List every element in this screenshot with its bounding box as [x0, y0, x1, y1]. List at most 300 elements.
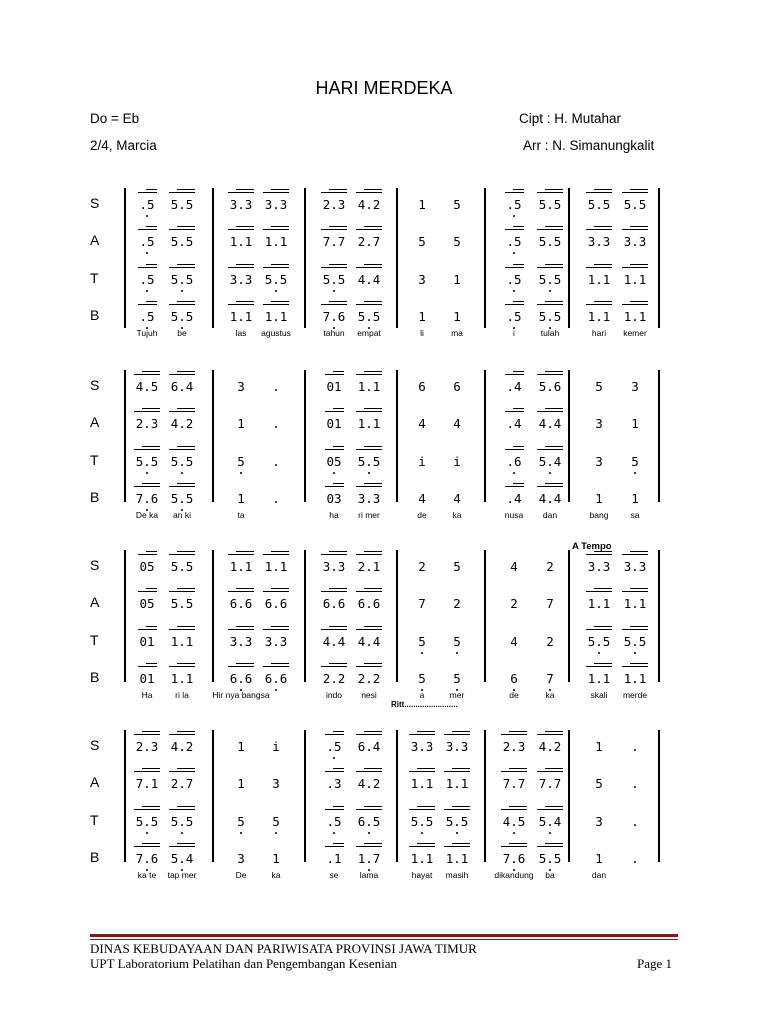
- lyric-syllable: nesi: [361, 690, 377, 700]
- beam-line: [142, 371, 161, 372]
- octave-dot: [598, 652, 600, 654]
- beam-line: [505, 267, 524, 268]
- note-text: 6: [453, 379, 461, 394]
- beam-line: [452, 731, 471, 732]
- beam-line: [509, 806, 528, 807]
- barline: [484, 730, 486, 862]
- beam-line: [177, 731, 196, 732]
- beam-line: [452, 768, 471, 769]
- note-text: 6.6: [264, 596, 288, 611]
- beam-line: [142, 768, 161, 769]
- beam-line: [364, 483, 383, 484]
- beam-line: [364, 663, 383, 664]
- beam-line: [236, 301, 255, 302]
- note-text: 5: [453, 559, 461, 574]
- beam-line: [409, 734, 436, 735]
- note-text: 1.1: [264, 559, 288, 574]
- beam-line: [356, 411, 383, 412]
- note-text: .: [272, 491, 280, 506]
- note-text: 5: [418, 234, 426, 249]
- note-text: 1.1: [264, 309, 288, 324]
- note-text: 6.6: [229, 671, 253, 686]
- beam-line: [321, 629, 348, 630]
- beam-line: [325, 486, 344, 487]
- beam-line: [263, 304, 290, 305]
- footer-unit: UPT Laboratorium Pelatihan dan Pengembangan Kesenian: [90, 956, 397, 971]
- beam-line: [169, 734, 196, 735]
- beam-line: [444, 734, 471, 735]
- beam-line: [333, 408, 344, 409]
- beam-line: [329, 301, 348, 302]
- note-text: 5.5: [264, 272, 288, 287]
- beam-line: [263, 267, 290, 268]
- barline: [396, 188, 398, 328]
- note-text: 5.5: [587, 634, 611, 649]
- barline: [304, 550, 306, 682]
- note-text: 4.2: [170, 416, 194, 431]
- octave-dot: [240, 832, 242, 834]
- beam-line: [329, 663, 348, 664]
- note-text: 1.1: [587, 309, 611, 324]
- beam-line: [228, 554, 255, 555]
- note-text: 5.5: [322, 272, 346, 287]
- note-text: 5.5: [357, 454, 381, 469]
- beam-line: [177, 189, 196, 190]
- note-text: .5: [506, 234, 522, 249]
- note-text: 1: [631, 416, 639, 431]
- beam-line: [325, 809, 344, 810]
- note-text: 01: [139, 671, 155, 686]
- footer-rule-thin: [90, 939, 678, 940]
- beam-line: [271, 626, 290, 627]
- note-text: 4: [453, 416, 461, 431]
- beam-line: [146, 189, 157, 190]
- beam-line: [630, 551, 649, 552]
- beam-line: [537, 374, 564, 375]
- note-text: 6: [510, 671, 518, 686]
- lyric-syllable: ba: [545, 870, 555, 880]
- lyric-syllable: de: [509, 690, 519, 700]
- beam-line: [356, 192, 383, 193]
- lyric-syllable: tahun: [323, 328, 345, 338]
- note-text: 1.1: [357, 379, 381, 394]
- note-text: 2.3: [322, 197, 346, 212]
- beam-line: [537, 192, 564, 193]
- beam-line: [505, 304, 524, 305]
- note-text: 6.6: [357, 596, 381, 611]
- tempo-marking: A Tempo: [572, 541, 612, 552]
- beam-line: [177, 446, 196, 447]
- note-text: 1: [237, 739, 245, 754]
- note-text: 5.5: [170, 272, 194, 287]
- note-text: 3.3: [322, 559, 346, 574]
- note-text: .: [631, 739, 639, 754]
- octave-dot: [275, 290, 277, 292]
- note-text: 4.2: [357, 776, 381, 791]
- lyric-syllable: dan: [542, 510, 558, 520]
- note-text: 1.1: [587, 671, 611, 686]
- beam-line: [356, 229, 383, 230]
- note-text: 5.5: [170, 491, 194, 506]
- beam-line: [537, 411, 564, 412]
- note-text: 1: [595, 739, 603, 754]
- beam-line: [236, 264, 255, 265]
- note-text: 2.3: [502, 739, 526, 754]
- beam-line: [586, 229, 613, 230]
- beam-line: [169, 267, 196, 268]
- note-text: 1.1: [623, 272, 647, 287]
- note-text: 6.6: [322, 596, 346, 611]
- note-text: 2.2: [322, 671, 346, 686]
- lyric-syllable: ka: [545, 690, 555, 700]
- lyric-syllable: tulah: [540, 328, 560, 338]
- beam-line: [537, 449, 564, 450]
- voice-label: B: [90, 307, 100, 323]
- octave-dot: [146, 290, 148, 292]
- voice-label: T: [90, 452, 99, 468]
- voice-label: B: [90, 849, 100, 865]
- note-text: 4: [453, 491, 461, 506]
- beam-line: [321, 554, 348, 555]
- lyric-syllable: hari: [591, 328, 607, 338]
- note-text: 7.6: [502, 851, 526, 866]
- beam-line: [228, 229, 255, 230]
- note-text: i: [453, 454, 461, 469]
- octave-dot: [333, 757, 335, 759]
- beam-line: [501, 734, 528, 735]
- octave-dot: [549, 472, 551, 474]
- beam-line: [452, 843, 471, 844]
- note-text: 5: [631, 454, 639, 469]
- beam-line: [630, 588, 649, 589]
- beam-line: [169, 591, 196, 592]
- beam-line: [537, 267, 564, 268]
- lyric-syllable: tap mer: [167, 870, 197, 880]
- beam-line: [630, 626, 649, 627]
- time-signature: 2/4, Marcia: [90, 138, 157, 153]
- note-text: 2.7: [357, 234, 381, 249]
- beam-line: [364, 189, 383, 190]
- beam-line: [236, 663, 255, 664]
- lyric-syllable: ri la: [175, 690, 189, 700]
- note-text: .5: [506, 197, 522, 212]
- beam-line: [329, 588, 348, 589]
- barline: [658, 370, 660, 502]
- note-text: 1: [237, 491, 245, 506]
- beam-line: [545, 806, 564, 807]
- beam-line: [452, 806, 471, 807]
- note-text: 4.4: [357, 634, 381, 649]
- beam-line: [169, 809, 196, 810]
- barline: [304, 370, 306, 502]
- note-text: 5: [272, 814, 280, 829]
- beam-line: [177, 843, 196, 844]
- beam-line: [169, 229, 196, 230]
- beam-line: [513, 446, 524, 447]
- octave-dot: [421, 652, 423, 654]
- beam-line: [333, 483, 344, 484]
- beam-line: [417, 768, 436, 769]
- note-text: 1.1: [623, 671, 647, 686]
- beam-line: [545, 301, 564, 302]
- barline: [212, 730, 214, 862]
- note-text: 5: [453, 671, 461, 686]
- beam-line: [622, 229, 649, 230]
- octave-dot: [421, 832, 423, 834]
- note-text: 05: [139, 596, 155, 611]
- lyric-syllable: mer: [449, 690, 465, 700]
- note-text: 4: [418, 416, 426, 431]
- note-text: .4: [506, 416, 522, 431]
- note-text: 2.1: [357, 559, 381, 574]
- beam-line: [321, 267, 348, 268]
- beam-line: [537, 771, 564, 772]
- beam-line: [501, 809, 528, 810]
- note-text: 4: [510, 559, 518, 574]
- note-text: 5: [595, 776, 603, 791]
- barline: [212, 188, 214, 328]
- note-text: 1.7: [357, 851, 381, 866]
- note-text: 1: [453, 309, 461, 324]
- beam-line: [333, 768, 344, 769]
- note-text: 3: [237, 851, 245, 866]
- beam-line: [169, 666, 196, 667]
- lyric-syllable: empat: [357, 328, 381, 338]
- note-text: 1.1: [587, 596, 611, 611]
- note-text: 2: [546, 559, 554, 574]
- note-text: .: [272, 454, 280, 469]
- note-text: 7.6: [135, 491, 159, 506]
- octave-dot: [333, 472, 335, 474]
- lyric-syllable: de: [417, 510, 427, 520]
- barline: [124, 188, 126, 328]
- note-text: 5.5: [170, 309, 194, 324]
- beam-line: [138, 304, 157, 305]
- note-text: 6.6: [229, 596, 253, 611]
- barline: [212, 550, 214, 682]
- beam-line: [630, 663, 649, 664]
- note-text: 3.3: [623, 234, 647, 249]
- note-text: .5: [139, 309, 155, 324]
- note-text: 1.1: [229, 234, 253, 249]
- note-text: 1: [595, 851, 603, 866]
- beam-line: [509, 843, 528, 844]
- barline: [124, 550, 126, 682]
- octave-dot: [181, 290, 183, 292]
- note-text: 5.5: [170, 559, 194, 574]
- note-text: 2: [453, 596, 461, 611]
- beam-line: [321, 229, 348, 230]
- beam-line: [321, 304, 348, 305]
- song-title: HARI MERDEKA: [315, 78, 453, 98]
- note-text: .: [272, 416, 280, 431]
- barline: [568, 550, 570, 682]
- note-text: 1.1: [410, 851, 434, 866]
- beam-line: [356, 629, 383, 630]
- barline: [304, 730, 306, 862]
- note-text: 1.1: [587, 272, 611, 287]
- note-text: 4.2: [170, 739, 194, 754]
- note-text: 1.1: [623, 596, 647, 611]
- lyric-syllable: ka: [452, 510, 462, 520]
- barline: [484, 550, 486, 682]
- beam-line: [228, 192, 255, 193]
- note-text: 3.3: [229, 197, 253, 212]
- barline: [484, 370, 486, 502]
- note-text: 01: [139, 634, 155, 649]
- note-text: 1.1: [623, 309, 647, 324]
- octave-dot: [456, 652, 458, 654]
- note-text: 5: [453, 634, 461, 649]
- barline: [484, 188, 486, 328]
- beam-line: [236, 226, 255, 227]
- beam-line: [134, 771, 161, 772]
- beam-line: [409, 846, 436, 847]
- note-text: 5.5: [135, 814, 159, 829]
- lyric-syllable: las: [235, 328, 247, 338]
- note-text: .6: [506, 454, 522, 469]
- beam-line: [169, 629, 196, 630]
- beam-line: [177, 301, 196, 302]
- octave-dot: [146, 252, 148, 254]
- beam-line: [325, 846, 344, 847]
- composer-credit: Cipt : H. Mutahar: [519, 111, 622, 126]
- beam-line: [622, 192, 649, 193]
- beam-line: [146, 626, 157, 627]
- barline: [568, 188, 570, 328]
- voice-label: B: [90, 489, 100, 505]
- note-text: 4: [510, 634, 518, 649]
- beam-line: [409, 771, 436, 772]
- beam-line: [364, 408, 383, 409]
- note-text: .3: [326, 776, 342, 791]
- octave-dot: [333, 290, 335, 292]
- lyric-syllable: Ha: [141, 690, 153, 700]
- note-text: 3.3: [229, 272, 253, 287]
- note-text: 1.1: [229, 309, 253, 324]
- note-text: .5: [139, 272, 155, 287]
- beam-line: [356, 809, 383, 810]
- beam-line: [594, 663, 613, 664]
- beam-line: [329, 551, 348, 552]
- lyric-syllable: se: [329, 870, 339, 880]
- beam-line: [333, 806, 344, 807]
- note-text: 4.4: [357, 272, 381, 287]
- barline: [568, 370, 570, 502]
- beam-line: [169, 192, 196, 193]
- beam-line: [177, 551, 196, 552]
- note-text: 6.4: [170, 379, 194, 394]
- note-text: 03: [326, 491, 342, 506]
- beam-line: [146, 551, 157, 552]
- octave-dot: [368, 832, 370, 834]
- beam-line: [236, 588, 255, 589]
- note-text: 5.5: [538, 309, 562, 324]
- beam-line: [545, 189, 564, 190]
- lyric-syllable: nusa: [504, 510, 524, 520]
- voice-label: A: [90, 774, 100, 790]
- note-text: 4.2: [357, 197, 381, 212]
- note-text: 5.5: [135, 454, 159, 469]
- lyric-syllable: kemer: [623, 328, 647, 338]
- beam-line: [586, 267, 613, 268]
- beam-line: [263, 554, 290, 555]
- beam-line: [622, 554, 649, 555]
- voice-label: S: [90, 557, 100, 573]
- barline: [396, 730, 398, 862]
- note-text: 7.6: [135, 851, 159, 866]
- beam-line: [509, 731, 528, 732]
- beam-line: [356, 554, 383, 555]
- octave-dot: [181, 472, 183, 474]
- beam-line: [513, 301, 524, 302]
- note-text: 1: [595, 491, 603, 506]
- lyric-syllable: ka te: [137, 870, 157, 880]
- beam-line: [271, 663, 290, 664]
- note-text: 1: [418, 197, 426, 212]
- beam-line: [236, 626, 255, 627]
- beam-line: [333, 371, 344, 372]
- octave-dot: [146, 472, 148, 474]
- beam-line: [138, 666, 157, 667]
- note-text: 3.3: [410, 739, 434, 754]
- beam-line: [134, 374, 161, 375]
- voice-label: T: [90, 632, 99, 648]
- beam-line: [364, 626, 383, 627]
- beam-line: [417, 806, 436, 807]
- beam-line: [321, 666, 348, 667]
- beam-line: [417, 843, 436, 844]
- note-text: 05: [326, 454, 342, 469]
- beam-line: [329, 226, 348, 227]
- note-text: 7: [546, 671, 554, 686]
- beam-line: [444, 809, 471, 810]
- beam-line: [364, 806, 383, 807]
- beam-line: [356, 666, 383, 667]
- beam-line: [134, 809, 161, 810]
- beam-line: [142, 446, 161, 447]
- beam-line: [444, 771, 471, 772]
- note-text: 1.1: [410, 776, 434, 791]
- note-text: 3.3: [623, 559, 647, 574]
- note-text: 5.5: [538, 851, 562, 866]
- note-text: 6.5: [357, 814, 381, 829]
- note-text: 5.4: [538, 454, 562, 469]
- beam-line: [236, 551, 255, 552]
- voice-label: T: [90, 812, 99, 828]
- beam-line: [356, 374, 383, 375]
- lyric-syllable: i: [513, 328, 515, 338]
- beam-line: [138, 629, 157, 630]
- note-text: .4: [506, 379, 522, 394]
- beam-line: [177, 264, 196, 265]
- note-text: 4.5: [135, 379, 159, 394]
- octave-dot: [368, 472, 370, 474]
- arranger-credit: Arr : N. Simanungkalit: [523, 138, 655, 153]
- lyric-syllable: lama: [359, 870, 379, 880]
- footer-rule: [90, 934, 678, 937]
- beam-line: [545, 371, 564, 372]
- beam-line: [364, 301, 383, 302]
- beam-line: [417, 731, 436, 732]
- barline: [124, 370, 126, 502]
- beam-line: [537, 809, 564, 810]
- beam-line: [263, 666, 290, 667]
- beam-line: [329, 264, 348, 265]
- beam-line: [271, 588, 290, 589]
- beam-line: [622, 591, 649, 592]
- octave-dot: [275, 689, 277, 691]
